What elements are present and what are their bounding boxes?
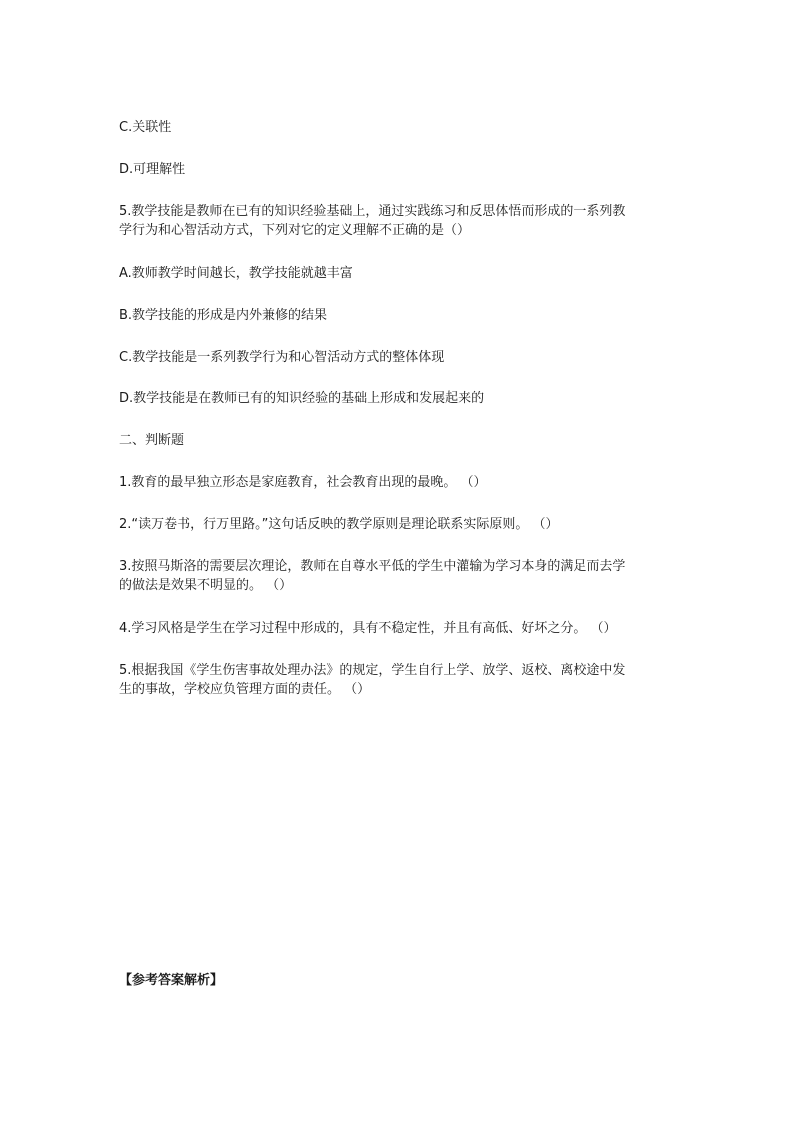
judgment-item-3-line-1: 3.按照马斯洛的需要层次理论，教师在自尊水平低的学生中灌输为学习本身的满足而去学 (119, 559, 626, 574)
option-d: D.可理解性 (119, 162, 186, 177)
section-heading-judgment: 二、判断题 (119, 433, 185, 448)
question-5-option-b: B.教学技能的形成是内外兼修的结果 (119, 308, 328, 323)
question-5-line-2: 学行为和心智活动方式，下列对它的定义理解不正确的是（） (119, 223, 471, 238)
answer-section-heading: 【参考答案解析】 (119, 973, 224, 988)
judgment-item-2: 2.“读万卷书，行万里路。”这句话反映的教学原则是理论联系实际原则。 （） (119, 517, 559, 532)
judgment-item-5-line-1: 5.根据我国《学生伤害事故处理办法》的规定，学生自行上学、放学、返校、离校途中发 (119, 663, 626, 678)
option-c: C.关联性 (119, 120, 172, 135)
judgment-item-3-line-2: 的做法是效果不明显的。 （） (119, 578, 293, 593)
question-5-option-d: D.教学技能是在教师已有的知识经验的基础上形成和发展起来的 (119, 391, 485, 406)
judgment-item-4: 4.学习风格是学生在学习过程中形成的，具有不稳定性，并且有高低、好坏之分。 （） (119, 621, 617, 636)
judgment-item-5-line-2: 生的事故，学校应负管理方面的责任。 （） (119, 682, 371, 697)
question-5-option-a: A.教师教学时间越长，教学技能就越丰富 (119, 266, 353, 281)
judgment-item-1: 1.教育的最早独立形态是家庭教育，社会教育出现的最晚。 （） (119, 475, 487, 490)
question-5-option-c: C.教学技能是一系列教学行为和心智活动方式的整体体现 (119, 350, 445, 365)
question-5-line-1: 5.教学技能是教师在已有的知识经验基础上，通过实践练习和反思体悟而形成的一系列教 (119, 204, 626, 219)
